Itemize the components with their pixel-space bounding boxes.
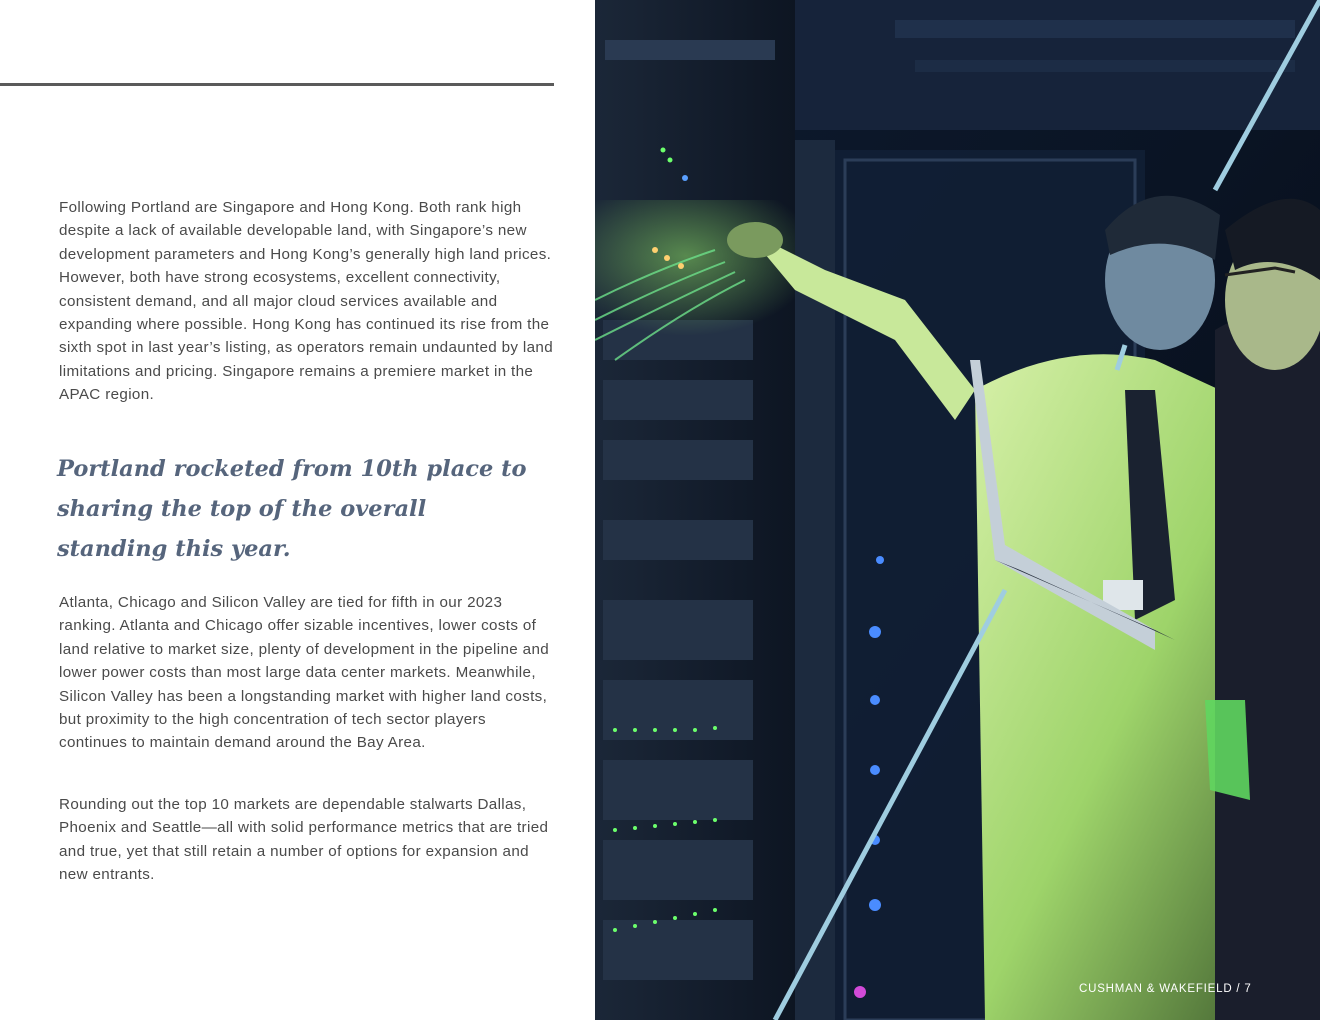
pull-quote: Portland rocketed from 10th place to sharing the top of the overall standing this year. [57, 456, 527, 562]
body-paragraph-1: Following Portland are Singapore and Hong Kong. Both rank high despite a lack of available developable land, with Singapore’s new development parameters and Hong Kong’s generally high land prices. However, both have strong ecosystems, excellent connectivity, consistent demand, and all major cloud services available and expanding where possible. Hong Kong has continued its rise from the sixth spot in last year’s listing, as operators remain undaunted by land limitations and pricing. Singapore remains a premiere market in the APAC region. [59, 199, 554, 404]
body-paragraph-2: Atlanta, Chicago and Silicon Valley are tied for fifth in our 2023 ranking. Atlanta and Chicago offer sizable incentives, lower costs of land relative to market size, plenty of development in the pipeline and lower power costs than most large data center markets. Meanwhile, Silicon Valley has been a longstanding market with higher land costs, but proximity to the high concentration of tech sector players continues to maintain demand around the Bay Area. [59, 594, 550, 752]
top-rule [0, 83, 554, 86]
data-center-photo [595, 0, 1320, 1020]
page-footer: CUSHMAN & WAKEFIELD / 7 [1079, 983, 1252, 995]
body-paragraph-3: Rounding out the top 10 markets are dependable stalwarts Dallas, Phoenix and Seattle—all with solid performance metrics that are tried and true, yet that still retain a number of options for expansion and new entrants. [59, 796, 549, 884]
